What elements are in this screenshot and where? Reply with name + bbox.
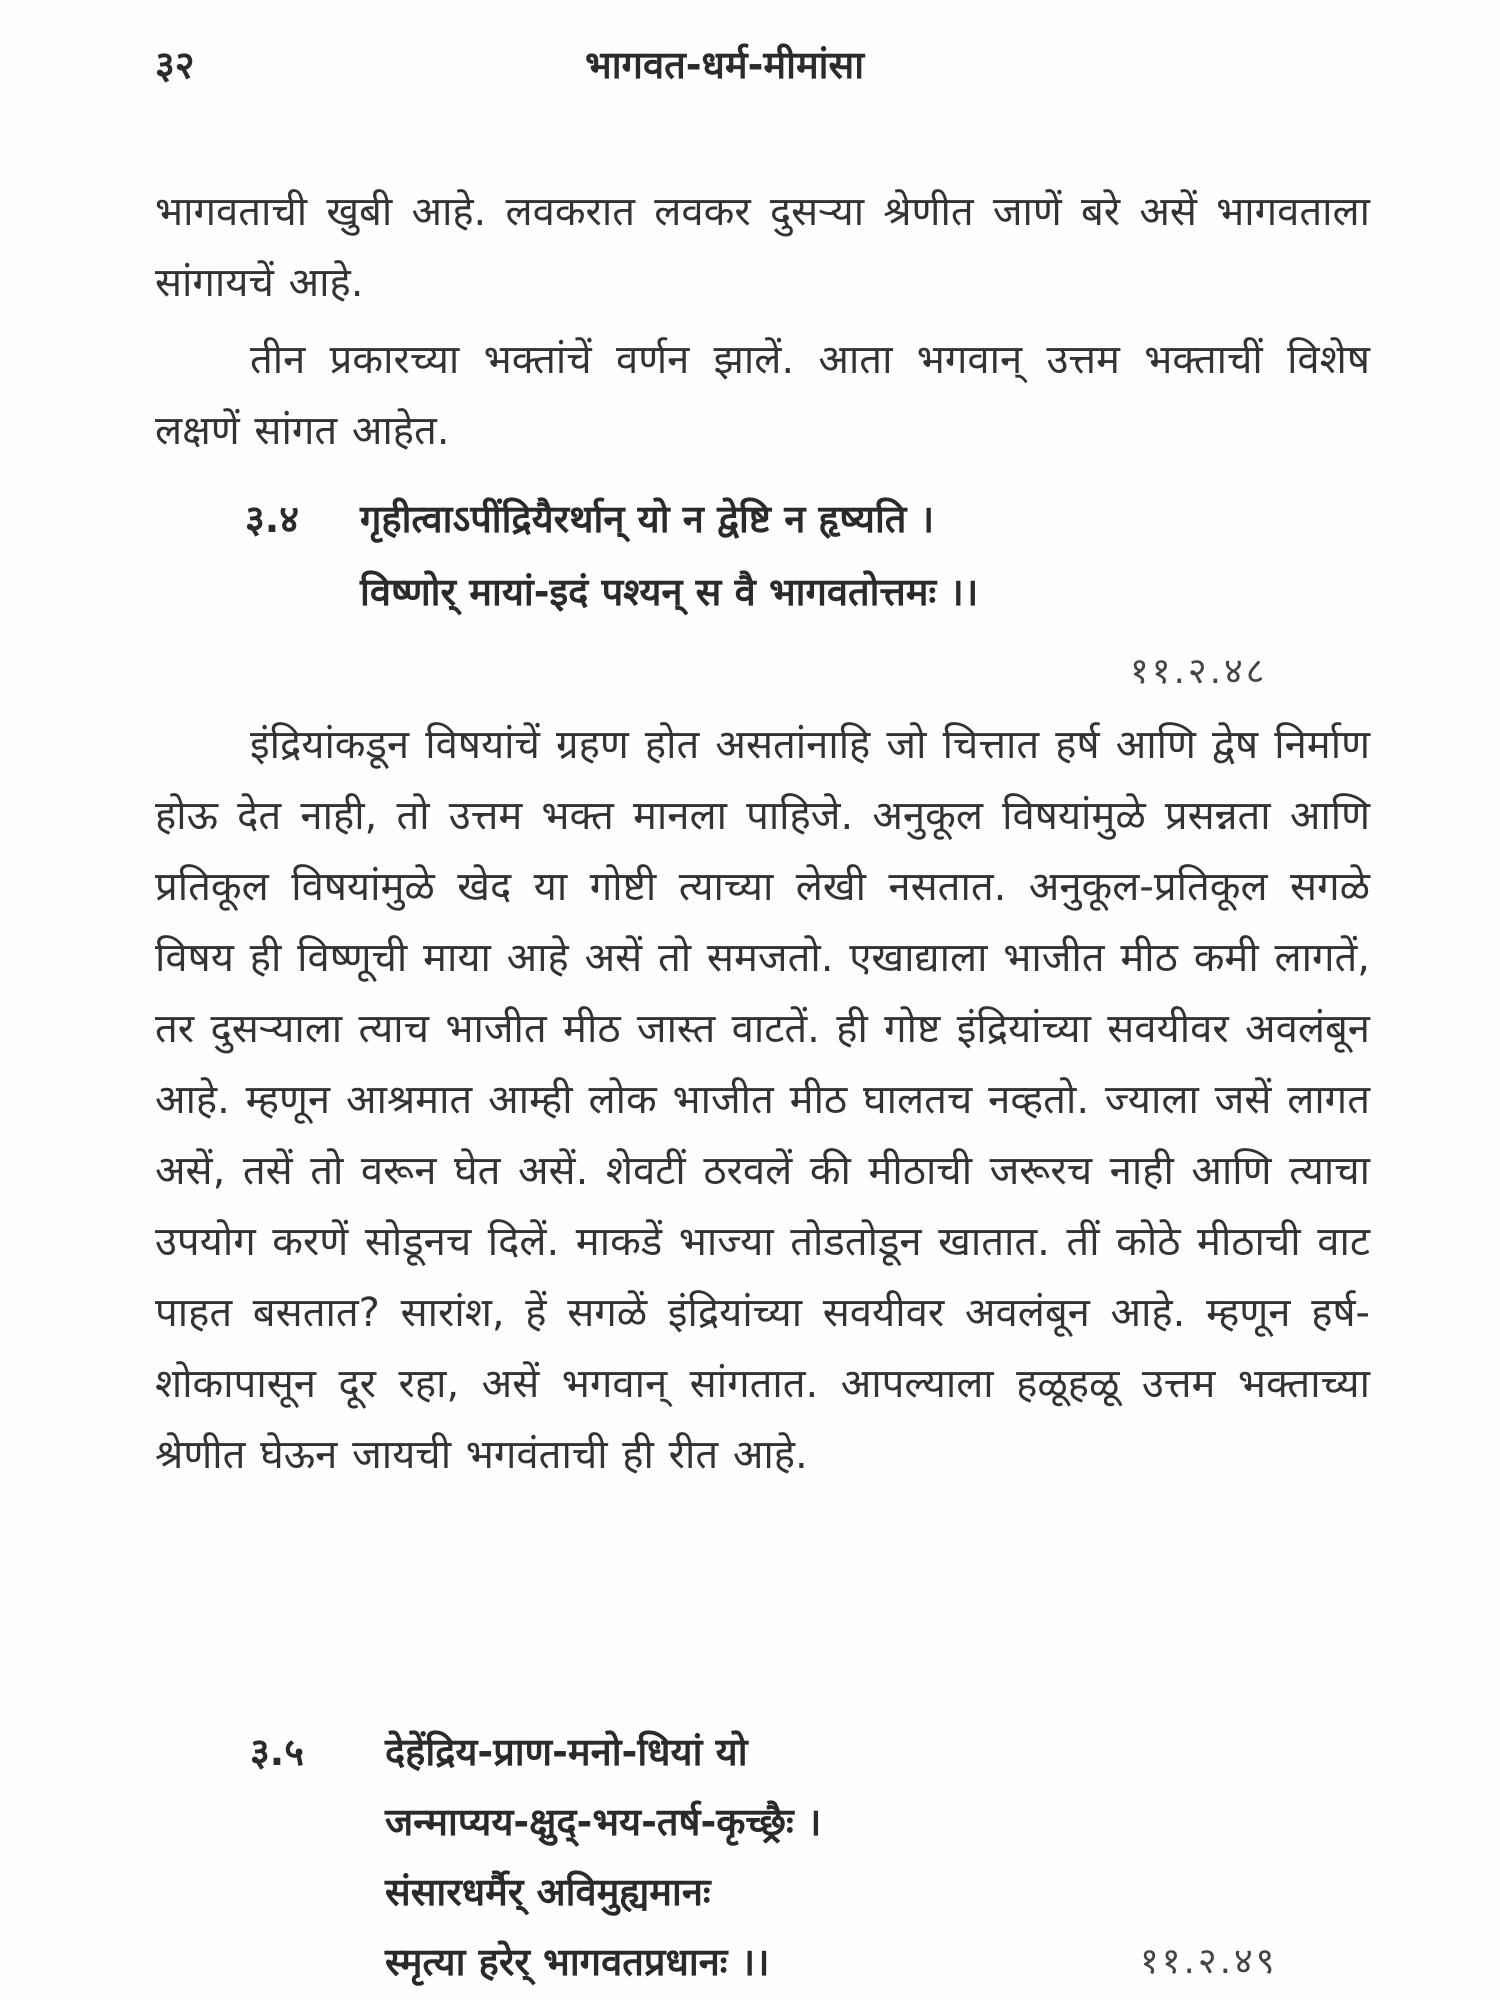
page-header xyxy=(155,38,1375,98)
verse-35-number: ३.५ xyxy=(250,1730,304,1774)
verse-35-line-1: देहेंद्रिय-प्राण-मनो-धियां यो xyxy=(385,1730,748,1774)
verse-35-reference: ११.२.४९ xyxy=(1140,1941,1278,1982)
paragraph-text: इंद्रियांकडून विषयांचें ग्रहण होत असतांनाहि जो चित्तात हर्ष आणि द्वेष निर्माण होऊ देत नाही, तो उत्तम भक्त मानला पाहिजे. अनुकूल विषयांमुळे प्रसन्नता आणि प्रतिकूल विषयांमुळे खेद या गोष्टी त्याच्या लेखी नसतात. अनुकूल-प्रतिकूल सगळे विषय ही विष्णूची माया आहे असें तो समजतो. एखाद्याला भाजीत मीठ कमी लागतें, तर दुसऱ्याला त्याच भाजीत मीठ जास्त वाटतें. ही गोष्ट इंद्रियांच्या सवयीवर अवलंबून आहे. म्हणून आश्रमात आम्ही लोक भाजीत मीठ घालतच नव्हतो. ज्याला जसें लागत असें, तसें तो वरून घेत असें. शेवटीं ठरवलें की मीठाची जरूरच नाही आणि त्याचा उपयोग करणें सोडूनच दिलें. माकडें भाज्या तोडतोडून खातात. तीं कोठे मीठाची वाट पाहत बसतात? सारांश, हें सगळें इंद्रियांच्या सवयीवर अवलंबून आहे. म्हणून हर्ष-शोकापासून दूर रहा, असें भगवान् सांगतात. आपल्याला हळूहळू उत्तम भक्ताच्या श्रेणीत घेऊन जायची भगवंताची ही रीत आहे. xyxy=(155,722,1370,1478)
paragraph-1 xyxy=(155,177,1370,319)
verse-35-line-4: स्मृत्या हरेर् भागवतप्रधानः ।। xyxy=(385,1940,770,1984)
paragraph-text: तीन प्रकारच्या भक्तांचें वर्णन झालें. आता भगवान् उत्तम भक्ताचीं विशेष लक्षणें सांगत आहेत. xyxy=(155,337,1370,454)
paragraph-2 xyxy=(155,325,1370,467)
verse-34-reference: ११.२.४८ xyxy=(1130,651,1268,692)
paragraph-text: भागवताची खुबी आहे. लवकरात लवकर दुसऱ्या श्रेणीत जाणें बरे असें भागवताला सांगायचें आहे. xyxy=(155,189,1370,306)
page-number: ३२ xyxy=(155,43,195,87)
running-title: भागवत-धर्म-मीमांसा xyxy=(585,43,865,87)
paragraph-3 xyxy=(155,710,1370,1491)
verse-34-line-1: गृहीत्वाऽपींद्रियैरर्थान् यो न द्वेष्टि न हृष्यति । xyxy=(360,497,935,541)
verse-35-line-2: जन्माप्यय-क्षुद्-भय-तर्ष-कृच्छ्रैः । xyxy=(385,1800,822,1844)
verse-34-number: ३.४ xyxy=(245,497,299,541)
verse-34-line-2: विष्णोर् मायां-इदं पश्यन् स वै भागवतोत्तमः ।। xyxy=(360,570,979,614)
verse-35-line-3: संसारधर्मैर् अविमुह्यमानः xyxy=(385,1870,711,1914)
